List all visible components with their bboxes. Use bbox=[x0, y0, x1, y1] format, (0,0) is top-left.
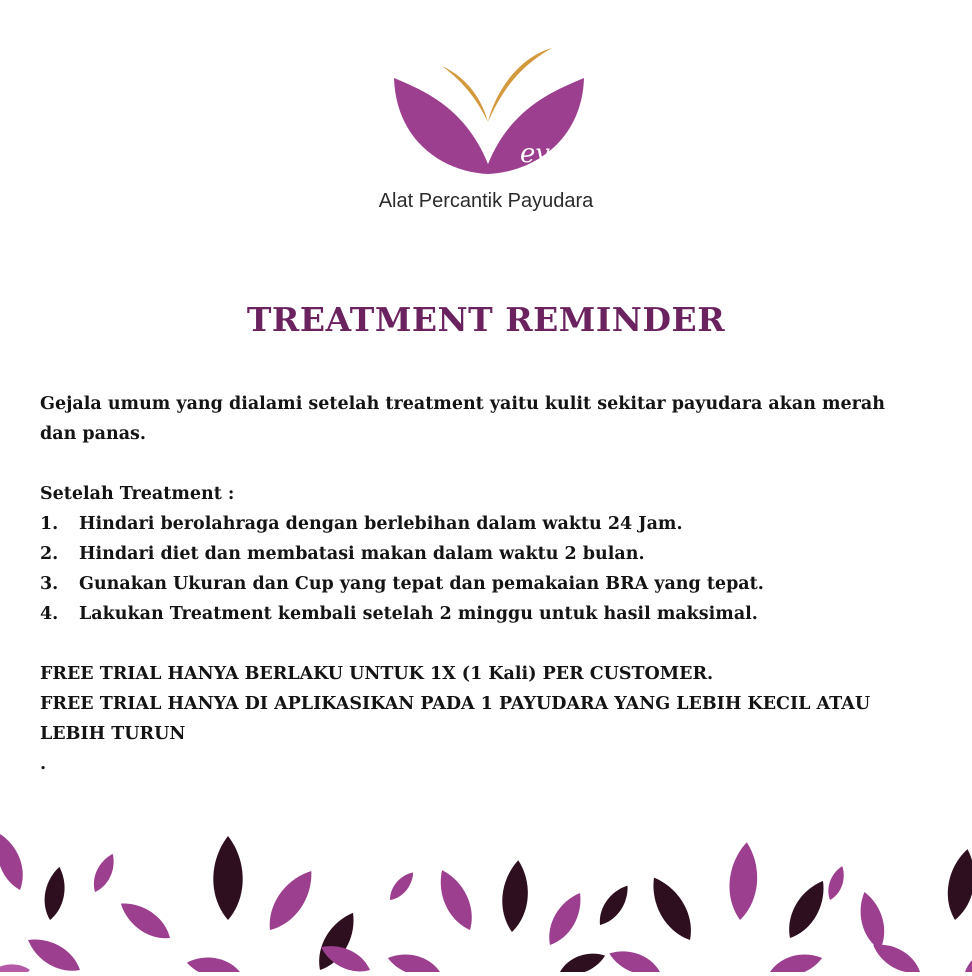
leaf-decoration bbox=[185, 953, 241, 972]
leaf-decoration bbox=[541, 888, 589, 950]
leaf-decoration bbox=[432, 865, 481, 935]
list-item bbox=[40, 509, 920, 539]
leaf-decoration bbox=[961, 941, 972, 972]
leaf-decoration bbox=[0, 830, 30, 894]
leaf-decoration bbox=[88, 851, 119, 895]
leaf-decoration bbox=[385, 949, 442, 972]
leaf-decoration bbox=[606, 945, 663, 972]
spacer bbox=[40, 629, 920, 659]
leaf-decoration bbox=[557, 948, 608, 972]
leaf-decoration bbox=[260, 864, 322, 937]
intro-text: Gejala umum yang dialami setelah treatment yaitu kulit sekitar payudara akan merah dan panas. bbox=[40, 394, 885, 444]
steps-list bbox=[40, 509, 920, 629]
list-item bbox=[40, 569, 920, 599]
list-item bbox=[40, 599, 920, 629]
logo-brand-text: eva bbox=[520, 139, 566, 169]
leaf-decoration bbox=[643, 871, 701, 946]
page-title: TREATMENT REMINDER bbox=[246, 300, 726, 339]
list-item-number: 2. bbox=[40, 544, 59, 564]
leaf-decoration bbox=[115, 895, 176, 947]
list-item-text: Lakukan Treatment kembali setelah 2 minggu untuk hasil maksimal. bbox=[79, 604, 758, 624]
reminder-content bbox=[40, 389, 920, 779]
list-item bbox=[40, 539, 920, 569]
leaf-decoration bbox=[385, 868, 418, 904]
list-item-text: Gunakan Ukuran dan Cup yang tepat dan pemakaian BRA yang tepat. bbox=[79, 574, 764, 594]
section-heading: Setelah Treatment : bbox=[40, 484, 235, 504]
leaf-decoration bbox=[593, 881, 634, 930]
leaf-decoration bbox=[499, 859, 530, 933]
list-item-number: 4. bbox=[40, 604, 59, 624]
logo-tagline: Alat Percantik Payudara bbox=[378, 190, 594, 212]
leaf-decoration bbox=[943, 847, 972, 922]
leaf-decoration bbox=[854, 889, 890, 952]
leaf-decoration bbox=[824, 864, 848, 902]
leaf-decoration bbox=[0, 963, 31, 972]
leaf-decoration bbox=[41, 865, 69, 921]
list-item-text: Hindari berolahraga dengan berlebihan dalam waktu 24 Jam. bbox=[79, 514, 683, 534]
leaf-decoration bbox=[213, 836, 242, 920]
leaf-decoration bbox=[768, 949, 825, 972]
trailing-mark: . bbox=[40, 754, 47, 774]
spacer bbox=[40, 449, 920, 479]
leaf-decoration bbox=[23, 931, 85, 972]
list-item-text: Hindari diet dan membatasi makan dalam waktu 2 bulan. bbox=[79, 544, 645, 564]
list-item-number: 3. bbox=[40, 574, 59, 594]
free-trial-notice-2: FREE TRIAL HANYA DI APLIKASIKAN PADA 1 PAYUDARA YANG LEBIH KECIL ATAU LEBIH TURUN bbox=[40, 694, 871, 744]
decorative-leaves-border bbox=[0, 820, 972, 972]
leaf-decoration bbox=[726, 841, 760, 921]
leaf-decoration bbox=[780, 875, 833, 944]
free-trial-notice-1: FREE TRIAL HANYA BERLAKU UNTUK 1X (1 Kali) PER CUSTOMER. bbox=[40, 664, 714, 684]
list-item-number: 1. bbox=[40, 514, 59, 534]
